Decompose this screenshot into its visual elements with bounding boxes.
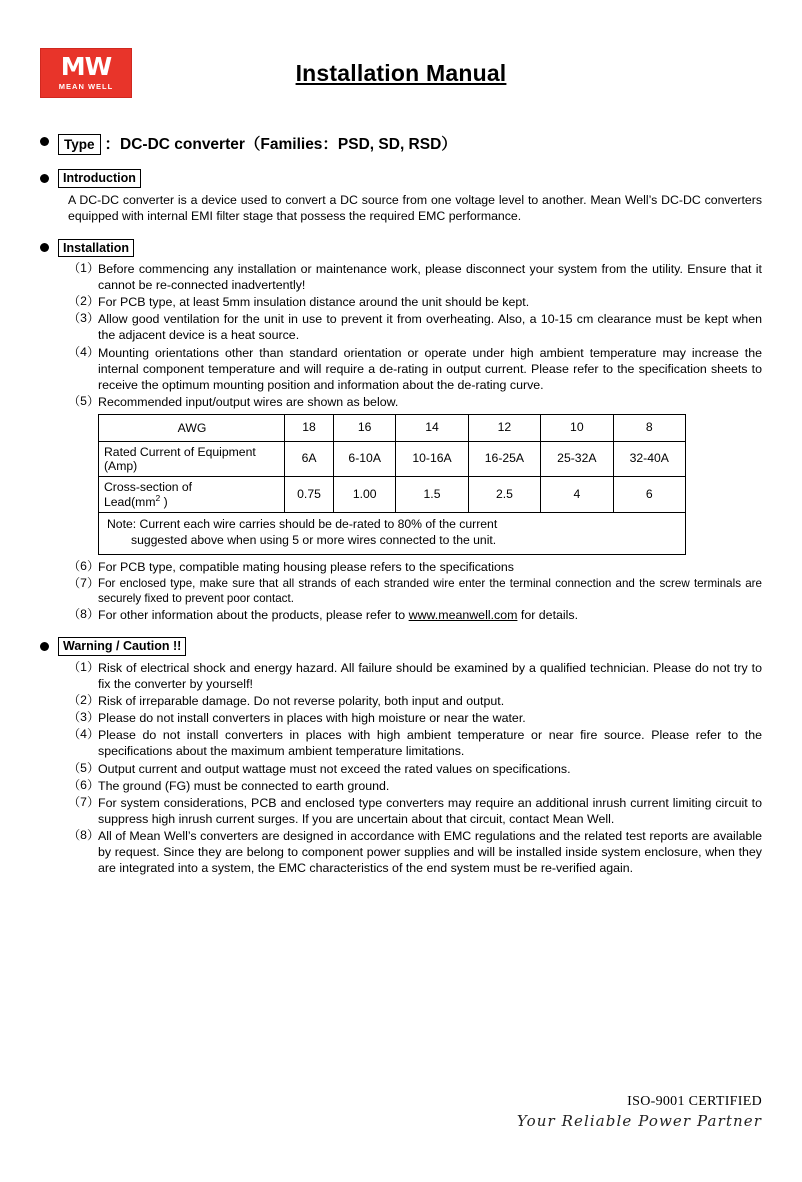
cross-section-line1: Cross-section of	[104, 480, 193, 495]
page-title: Installation Manual	[295, 60, 507, 86]
table-row	[99, 442, 686, 477]
list-item-number: （2）	[68, 294, 100, 309]
table-cell: 18	[285, 415, 334, 442]
list-item-text: Risk of electrical shock and energy hazard. All failure should be examined by a qualified technician. Please do not try to fix the converter by yourself!	[98, 660, 762, 691]
table-header-cross-section	[99, 477, 285, 513]
bullet-icon	[40, 137, 49, 146]
list-item-text: Mounting orientations other than standard orientation or operate under high ambient temperature may increase the internal component temperature and will require a de-rating in output current. Please refer to the specification sheets to receive the optimum mounting position and information about the de-rating curve.	[98, 345, 762, 392]
list-item-text: The ground (FG) must be connected to earth ground.	[98, 778, 390, 793]
list-item-text: Recommended input/output wires are shown as below.	[98, 394, 399, 409]
bullet-icon	[40, 243, 49, 252]
table-cell: 2.5	[468, 477, 540, 513]
list-item	[68, 311, 762, 343]
meanwell-website-link[interactable]: www.meanwell.com	[408, 608, 518, 623]
list-item-number: （3）	[68, 710, 100, 725]
type-value: ：DC-DC converter（Families：PSD, SD, RSD）	[104, 136, 457, 153]
list-item-number: （7）	[68, 794, 100, 809]
table-cell: 0.75	[285, 477, 334, 513]
installation-list	[40, 261, 762, 410]
recommended-wire-table	[98, 414, 686, 555]
table-cell: 1.00	[334, 477, 396, 513]
list-item-text: Output current and output wattage must not exceed the rated values on specifications.	[98, 761, 571, 776]
list-item	[68, 778, 762, 794]
table-cell: 6A	[285, 442, 334, 477]
list-item-text: For enclosed type, make sure that all strands of each stranded wire enter the terminal connection and the screw terminals are securely fixed to prevent poor contact.	[98, 577, 762, 606]
table-cell: 32-40A	[613, 442, 685, 477]
list-item	[68, 576, 762, 606]
table-note-line1: Note: Current each wire carries should be de-rated to 80% of the current	[107, 517, 498, 532]
type-label: Type	[58, 134, 101, 155]
list-item-number: （5）	[68, 760, 100, 775]
table-row	[99, 513, 686, 555]
logo-meanwell-text: MEAN WELL	[58, 81, 114, 91]
list-item-number: （7）	[68, 576, 100, 591]
list-item-number: （8）	[68, 607, 100, 622]
section-heading-warning	[40, 637, 762, 655]
iso-certification-text: ISO-9001 CERTIFIED	[627, 1094, 762, 1109]
list-item-text: Before commencing any installation or maintenance work, please disconnect your system from the utility. Ensure that it cannot be re-connected inadvertently!	[98, 261, 762, 293]
list-item	[68, 693, 762, 709]
list-item-number: （1）	[68, 659, 100, 674]
table-cell: 10-16A	[396, 442, 468, 477]
list-item	[68, 294, 762, 310]
list-item-text: For PCB type, compatible mating housing please refers to the specifications	[98, 560, 514, 575]
list-item	[68, 761, 762, 777]
table-row	[99, 477, 686, 513]
list-item-text-link-wrap	[98, 607, 762, 623]
table-cell: 14	[396, 415, 468, 442]
bullet-icon	[40, 642, 49, 651]
list-item	[68, 345, 762, 393]
list-item-number: （4）	[68, 727, 100, 742]
document-page	[0, 48, 802, 1182]
table-row	[99, 415, 686, 442]
table-cell: 6-10A	[334, 442, 396, 477]
list-item	[68, 261, 762, 293]
list-item-text: Risk of irreparable damage. Do not reverse polarity, both input and output.	[98, 694, 505, 709]
list-item-text: Please do not install converters in places with high moisture or near the water.	[98, 711, 526, 726]
list-item-number: （1）	[68, 260, 100, 275]
list-item-number: （6）	[68, 777, 100, 792]
list-item	[68, 660, 762, 692]
cross-section-line2: Lead(mm	[104, 495, 156, 510]
list-item-text: For other information about the products, please refer to	[98, 608, 409, 623]
warning-heading-label: Warning / Caution !!	[58, 637, 186, 655]
section-heading-installation	[40, 239, 762, 257]
list-item-number: （2）	[68, 693, 100, 708]
warning-list	[40, 660, 762, 877]
list-item	[68, 607, 762, 623]
table-header-awg: AWG	[99, 415, 285, 442]
cross-section-sup: 2	[155, 493, 161, 504]
installation-heading-label: Installation	[58, 239, 134, 257]
table-cell: 12	[468, 415, 540, 442]
list-item-text: Please do not install converters in places with high ambient temperature or near fire source. Please refer to the specifications about the maximum ambient temperature limitations.	[98, 728, 762, 759]
list-item-text: For PCB type, at least 5mm insulation distance around the unit should be kept.	[98, 295, 530, 310]
table-note-line2: suggested above when using 5 or more wires connected to the unit.	[131, 533, 497, 548]
type-line	[40, 134, 762, 155]
installation-list-continued	[40, 559, 762, 623]
table-cell: 8	[613, 415, 685, 442]
table-cell: 10	[541, 415, 613, 442]
table-header-rated-current: Rated Current of Equipment (Amp)	[99, 442, 285, 477]
company-slogan: Your Reliable Power Partner	[516, 1112, 762, 1130]
table-cell: 16	[334, 415, 396, 442]
table-cell: 4	[541, 477, 613, 513]
cross-section-line3: )	[160, 495, 168, 510]
document-header	[40, 48, 762, 118]
list-item-text: All of Mean Well’s converters are designed in accordance with EMC regulations and the related test reports are available by request. Since they are belong to component power supplies and will be installed inside system enclosure, when they are integrated into a system, the EMC characteristics of the end system must be re-verified again.	[98, 829, 762, 876]
table-note	[99, 513, 686, 555]
list-item	[68, 559, 762, 575]
bullet-icon	[40, 174, 49, 183]
list-item	[68, 828, 762, 876]
list-item	[68, 710, 762, 726]
table-cell: 16-25A	[468, 442, 540, 477]
list-item-number: （3）	[68, 311, 100, 326]
list-item	[68, 727, 762, 759]
list-item-text: For system considerations, PCB and enclosed type converters may require an additional inrush current limiting circuit to suppress high inrush current surges. If you are uncertain about that circuit, contact Mean Well.	[98, 795, 762, 826]
list-item	[68, 795, 762, 827]
logo-mw-text: MW	[60, 51, 112, 81]
introduction-text: A DC-DC converter is a device used to convert a DC source from one voltage level to another. Mean Well’s DC-DC converters equipped with internal EMI filter stage that possess the required EMC performance.	[68, 192, 762, 223]
list-item-text: Allow good ventilation for the unit in use to prevent it from overheating. Also, a 10-15 cm clearance must be kept when the adjacent device is a heat source.	[98, 312, 762, 343]
list-item-number: （4）	[68, 344, 100, 359]
list-item	[68, 394, 762, 410]
document-footer	[517, 1094, 762, 1130]
wire-table-wrap	[98, 414, 762, 555]
table-cell: 1.5	[396, 477, 468, 513]
table-cell: 6	[613, 477, 685, 513]
table-cell: 25-32A	[541, 442, 613, 477]
document-body	[40, 134, 762, 876]
section-heading-introduction	[40, 169, 762, 187]
list-item-number: （8）	[68, 828, 100, 843]
list-item-text-after: for details.	[517, 608, 579, 623]
list-item-number: （6）	[68, 559, 100, 574]
list-item-number: （5）	[68, 393, 100, 408]
introduction-heading-label: Introduction	[58, 169, 141, 187]
